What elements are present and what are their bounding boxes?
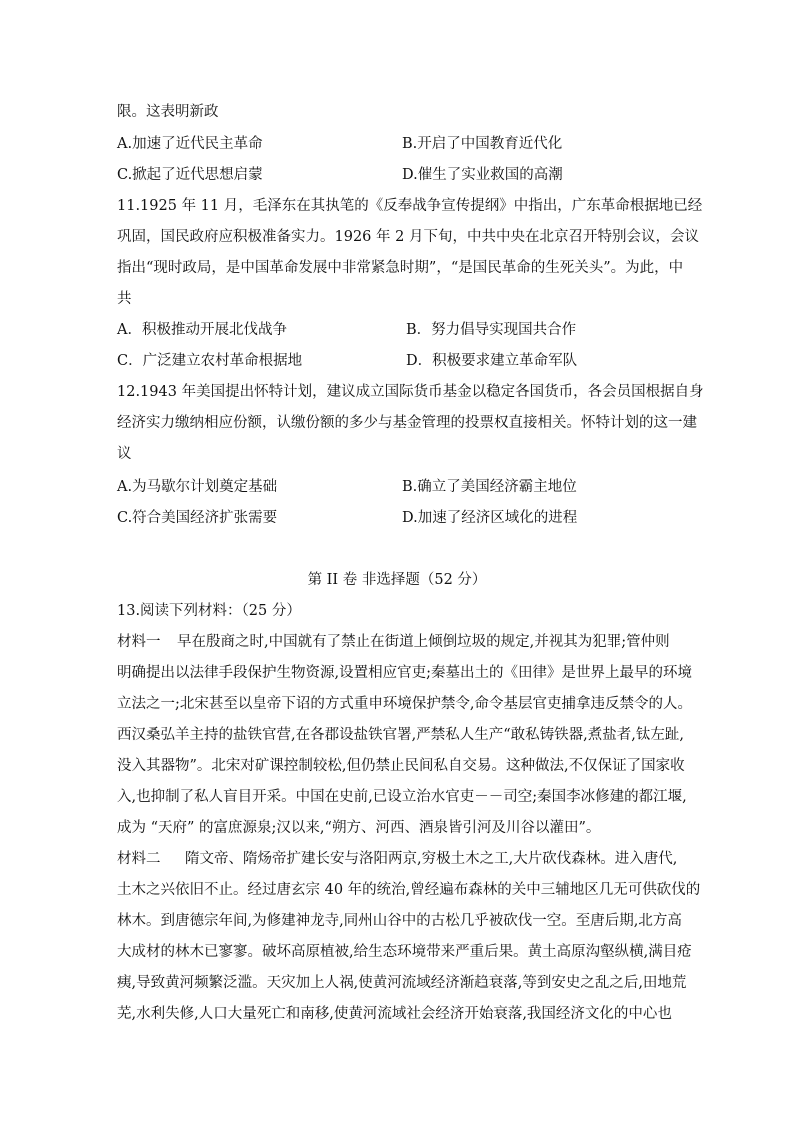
material1-text: 早在殷商之时,中国就有了禁止在街道上倾倒垃圾的规定,并视其为犯罪;管仲则	[177, 634, 670, 650]
material1-line: 入,也抑制了私人盲目开采。中国在史前,已设立治水官吏－－司空;秦国李冰修建的都江堰,	[117, 789, 687, 805]
material2-line: 土木之兴依旧不止。经过唐玄宗 40 年的统治,曾经遍布森林的关中三辅地区几无可供砍伐的	[117, 882, 701, 898]
material2-line: 痍,导致黄河频繁泛滥。天灾加上人祸,使黄河流域经济渐趋衰落,等到安史之乱之后,田地荒	[117, 975, 687, 991]
q12-stem-line: 议	[117, 446, 132, 462]
q11-stem-line: 11.1925 年 11 月，毛泽东在其执笔的《反奉战争宣传提纲》中指出，广东革命根据地已经	[117, 198, 703, 214]
material1-label: 材料一	[117, 634, 161, 650]
q10-stem-tail: 限。这表明新政	[117, 104, 219, 120]
q11-option-b: B．努力倡导实现国共合作	[406, 322, 577, 338]
material1-line: 没入其器物”。北宋对矿课控制较松,但仍禁止民间私自交易。这种做法,不仅保证了国家收	[117, 758, 685, 774]
q12-stem-line: 经济实力缴纳相应份额，认缴份额的多少与基金管理的投票权直接相关。怀特计划的这一建	[117, 415, 697, 431]
q10-option-a: A.加速了近代民主革命	[117, 136, 263, 152]
q12-option-b: B.确立了美国经济霸主地位	[402, 479, 577, 495]
material2-first-line	[117, 849, 682, 869]
material2-line: 大成材的林木已寥寥。破坏高原植被,给生态环境带来严重后果。黄土高原沟壑纵横,满目疮	[117, 944, 692, 960]
material1-first-line	[117, 632, 682, 652]
q12-stem-line: 12.1943 年美国提出怀特计划，建议成立国际货币基金以稳定各国货币，各会员国根据自身	[117, 384, 704, 400]
q10-option-c: C.掀起了近代思想启蒙	[117, 167, 263, 183]
q12-option-a: A.为马歇尔计划奠定基础	[117, 479, 278, 495]
q13-intro: 13.阅读下列材料：（25 分）	[117, 603, 301, 619]
q11-option-c: C．广泛建立农村革命根据地	[117, 353, 303, 369]
q12-option-c: C.符合美国经济扩张需要	[117, 510, 278, 526]
q11-stem-line: 巩固，国民政府应积极准备实力。1926 年 2 月下旬，中共中央在北京召开特别会议，会议	[117, 229, 699, 245]
material2-line: 芜,水利失修,人口大量死亡和南移,使黄河流域社会经济开始衰落,我国经济文化的中心也	[117, 1006, 672, 1022]
q11-option-a: A．积极推动开展北伐战争	[117, 322, 287, 338]
material2-text: 隋文帝、隋炀帝扩建长安与洛阳两京,穷极土木之工,大片砍伐森林。进入唐代,	[185, 851, 678, 867]
section-title: 第 II 卷 非选择题（52 分）	[307, 572, 487, 588]
q10-option-b: B.开启了中国教育近代化	[402, 136, 563, 152]
q11-stem-line: 指出“现时政局，是中国革命发展中非常紧急时期”，“是国民革命的生死关头”。为此，中	[117, 260, 684, 276]
q10-option-d: D.催生了实业救国的高潮	[402, 167, 563, 183]
material2-label: 材料二	[117, 851, 161, 867]
q11-stem-line: 共	[117, 291, 132, 307]
q12-option-d: D.加速了经济区域化的进程	[402, 510, 578, 526]
q11-option-d: D．积极要求建立革命军队	[406, 353, 578, 369]
material2-line: 林木。到唐德宗年间,为修建神龙寺,同州山谷中的古松几乎被砍伐一空。至唐后期,北方高	[117, 913, 682, 929]
material1-line: 明确提出以法律手段保护生物资源,设置相应官吏;秦墓出土的《田律》是世界上最早的环境	[117, 665, 692, 681]
material1-line: 西汉桑弘羊主持的盐铁官营,在各郡设盐铁官署,严禁私人生产“敢私铸铁器,煮盐者,钛左趾,	[117, 727, 684, 743]
material1-line: 立法之一;北宋甚至以皇帝下诏的方式重申环境保护禁令,命令基层官吏捕拿违反禁令的人。	[117, 696, 692, 712]
material1-line: 成为 “天府” 的富庶源泉;汉以来,“朔方、河西、酒泉皆引河及川谷以灌田”。	[117, 820, 601, 836]
